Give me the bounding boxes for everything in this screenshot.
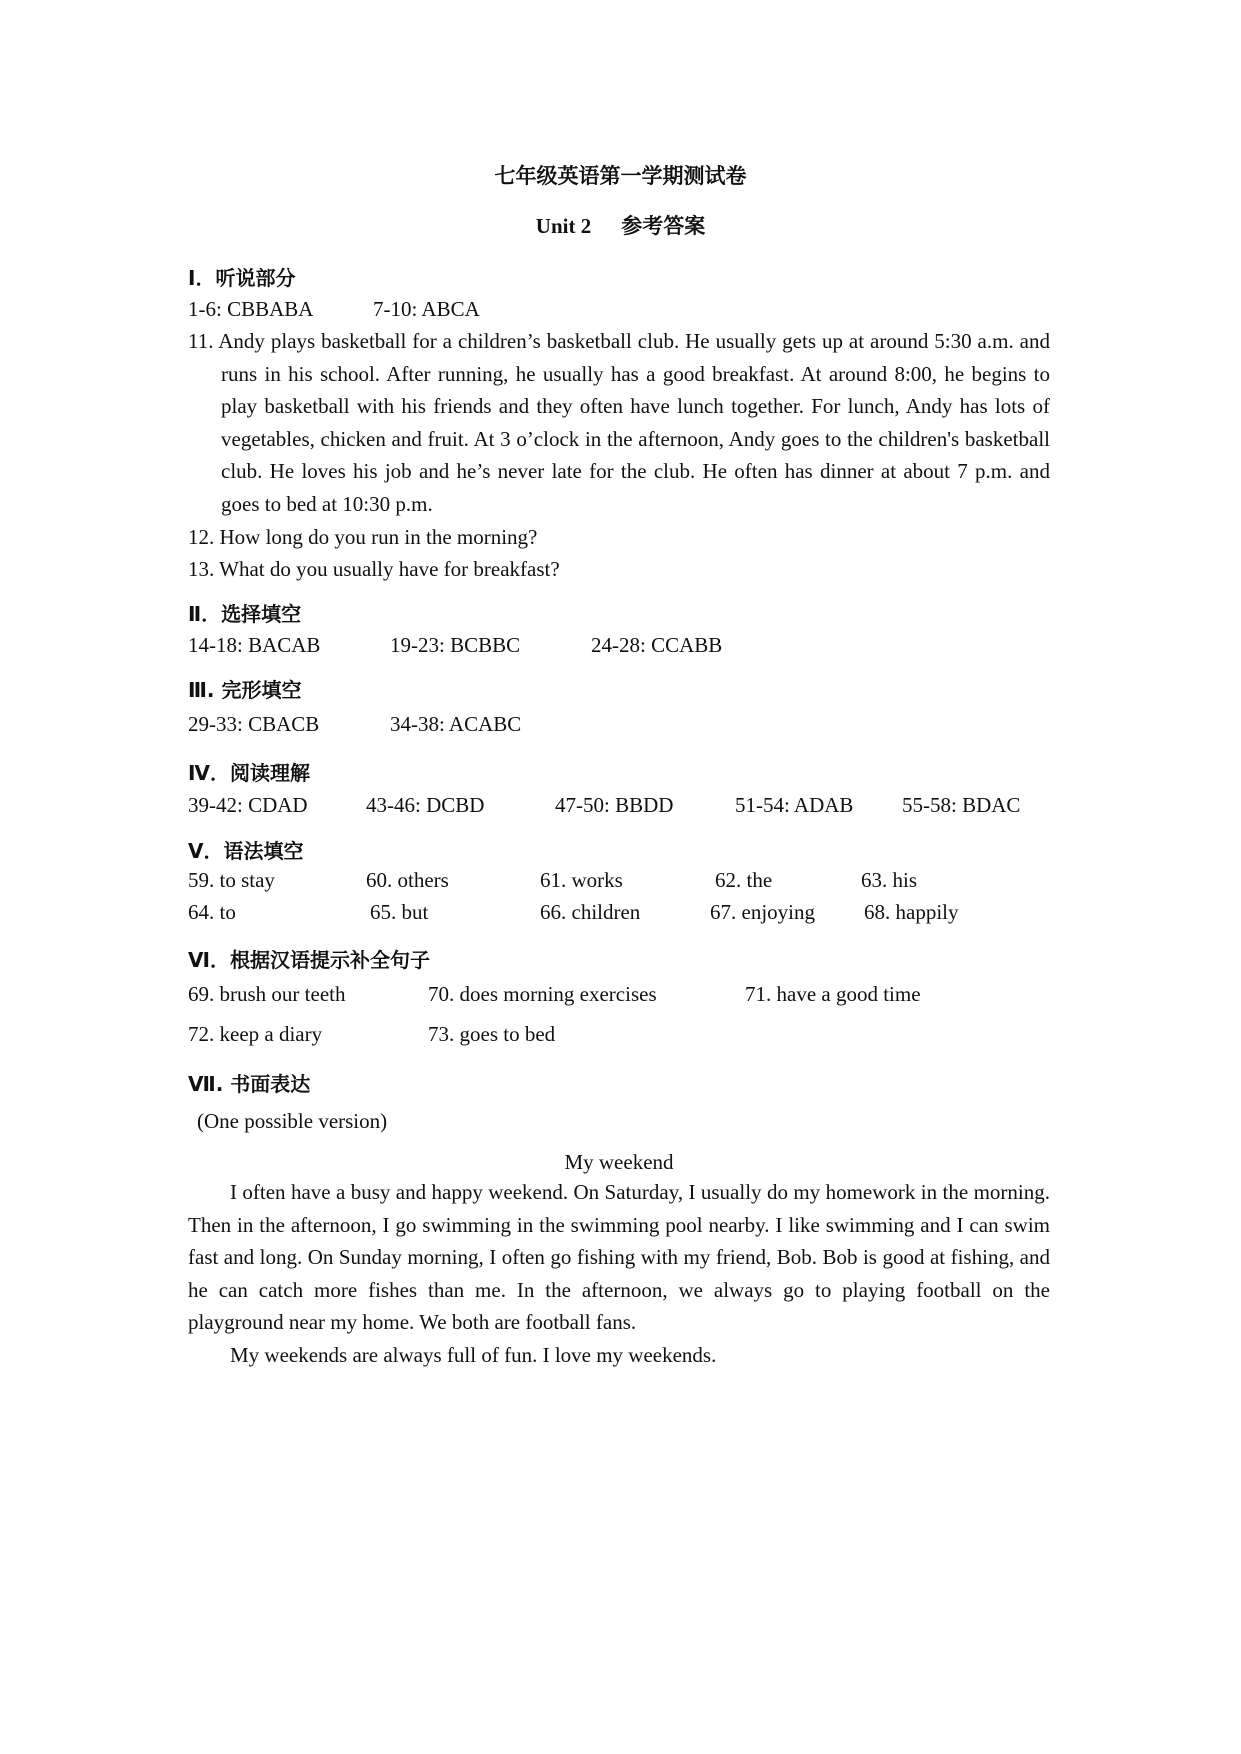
answer-24-28: 24-28: CCABB bbox=[591, 633, 723, 657]
essay-paragraph-1: I often have a busy and happy weekend. On Saturday, I usually do my homework in the morning. Then in the afternoon, I go swimming in the swimming pool nearby. I like swimming and I can swim fast and long. On Sunday morning, I often go fishing with my friend, Bob. Bob is good at fishing, and he can catch more fishes than me. In the afternoon, we always go to playing football on the playground near my home. We both are football fans. bbox=[188, 1180, 1050, 1334]
answer-59: 59. to stay bbox=[188, 868, 275, 892]
section-4-heading: Ⅳ．阅读理解 bbox=[188, 761, 310, 785]
answer-43-46: 43-46: DCBD bbox=[366, 793, 485, 817]
answer-29-33: 29-33: CBACB bbox=[188, 712, 320, 736]
section-2-heading: Ⅱ．选择填空 bbox=[188, 602, 302, 626]
answer-73: 73. goes to bed bbox=[428, 1022, 556, 1046]
answer-61: 61. works bbox=[540, 868, 623, 892]
essay-title: My weekend bbox=[564, 1150, 674, 1174]
section-6-heading: Ⅵ．根据汉语提示补全句子 bbox=[188, 948, 430, 972]
answer-19-23: 19-23: BCBBC bbox=[390, 633, 521, 657]
essay-body bbox=[188, 1176, 1050, 1371]
answer-62: 62. the bbox=[715, 868, 773, 892]
answer-47-50: 47-50: BBDD bbox=[555, 793, 674, 817]
answer-66: 66. children bbox=[540, 900, 641, 924]
answer-64: 64. to bbox=[188, 900, 236, 924]
answer-39-42: 39-42: CDAD bbox=[188, 793, 308, 817]
question-13-text: 13. What do you usually have for breakfast? bbox=[188, 557, 560, 581]
answer-key-label: 参考答案 bbox=[621, 214, 706, 238]
section-1-heading: Ⅰ．听说部分 bbox=[188, 266, 296, 290]
unit-label: Unit 2 bbox=[535, 214, 592, 238]
answer-70: 70. does morning exercises bbox=[428, 982, 657, 1006]
answer-65: 65. but bbox=[370, 900, 429, 924]
answer-55-58: 55-58: BDAC bbox=[902, 793, 1021, 817]
question-11-text: 11. Andy plays basketball for a children’s basketball club. He usually gets up at around 5:30 a.m. and runs in his school. After running, he usually has a good breakfast. At around 8:00, he begins to play basketball with his friends and they often have lunch together. For lunch, Andy has lots of vegetables, chicken and fruit. At 3 o’clock in the afternoon, Andy goes to the children's basketball club. He loves his job and he’s never late for the club. He often has dinner at about 7 p.m. and goes to bed at 10:30 p.m. bbox=[188, 329, 1050, 516]
answer-68: 68. happily bbox=[864, 900, 959, 924]
answer-72: 72. keep a diary bbox=[188, 1022, 323, 1046]
answer-14-18: 14-18: BACAB bbox=[188, 633, 321, 657]
essay-paragraph-2: My weekends are always full of fun. I love my weekends. bbox=[230, 1342, 717, 1367]
section-3-heading: Ⅲ. 完形填空 bbox=[188, 678, 302, 702]
answer-63: 63. his bbox=[861, 868, 918, 892]
answer-71: 71. have a good time bbox=[745, 982, 921, 1006]
answer-67: 67. enjoying bbox=[710, 900, 815, 924]
document-title: 七年级英语第一学期测试卷 bbox=[494, 164, 747, 188]
answer-7-10: 7-10: ABCA bbox=[373, 297, 480, 321]
section-7-heading: Ⅶ. 书面表达 bbox=[188, 1072, 311, 1096]
answer-51-54: 51-54: ADAB bbox=[735, 793, 854, 817]
version-note: (One possible version) bbox=[197, 1109, 388, 1133]
answer-60: 60. others bbox=[366, 868, 449, 892]
answer-69: 69. brush our teeth bbox=[188, 982, 346, 1006]
answer-34-38: 34-38: ACABC bbox=[390, 712, 522, 736]
question-12-text: 12. How long do you run in the morning? bbox=[188, 525, 538, 549]
document-subtitle bbox=[0, 210, 1241, 240]
section-5-heading: Ⅴ．语法填空 bbox=[188, 839, 304, 863]
answer-1-6: 1-6: CBBABA bbox=[188, 297, 314, 321]
